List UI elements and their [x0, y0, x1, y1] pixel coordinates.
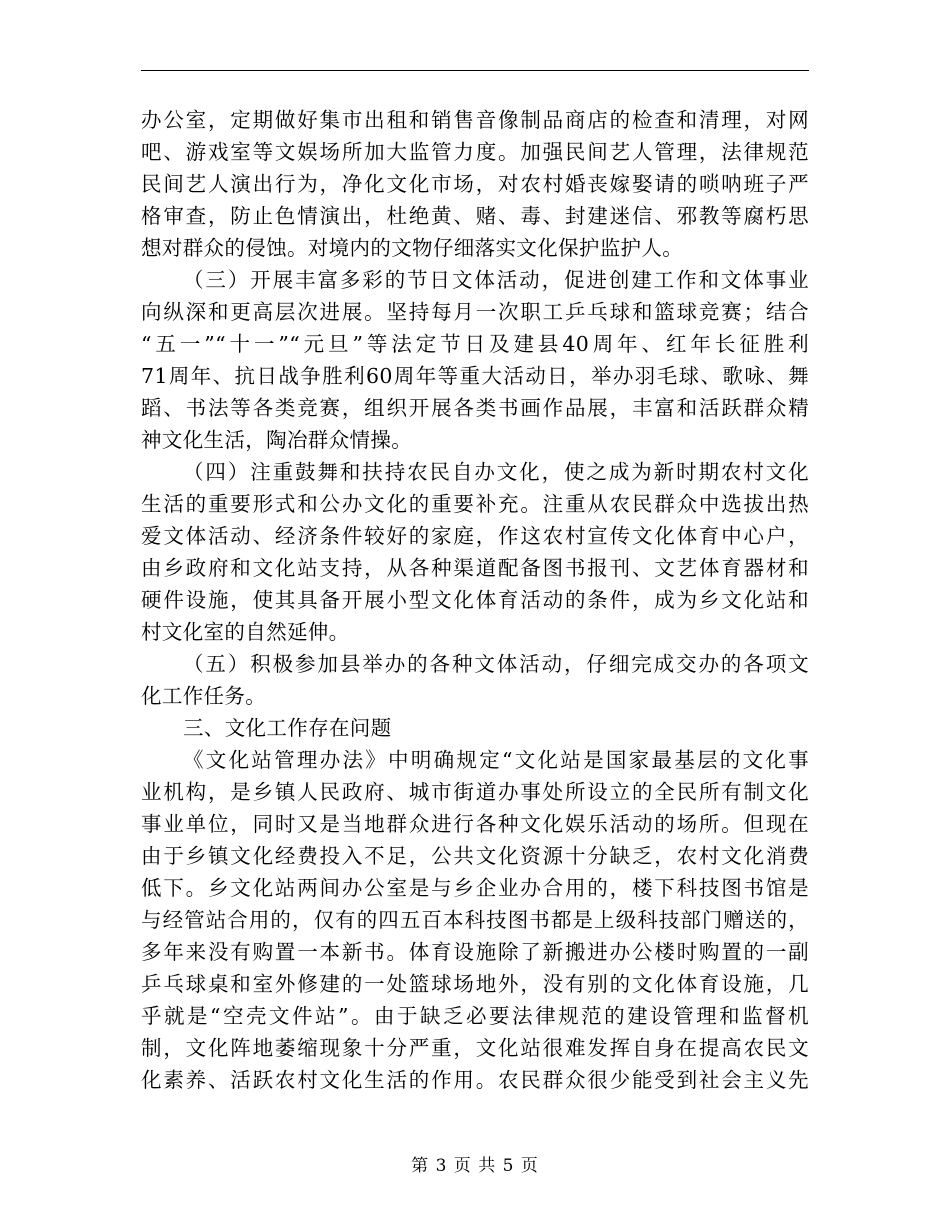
text-line: 生活的重要形式和公办文化的重要补充。注重从农民群众中选拔出热 — [141, 492, 809, 516]
text-line: 制，文化阵地萎缩现象十分严重，文化站很难发挥自身在提高农民文 — [141, 1036, 809, 1060]
header-rule — [141, 70, 809, 71]
text-line: 业机构，是乡镇人民政府、城市街道办事处所设立的全民所有制文化 — [141, 780, 809, 804]
text-line: （五）积极参加县举办的各种文体活动，仔细完成交办的各项文 — [183, 652, 809, 676]
text-line: “五一”“十一”“元旦”等法定节日及建县40周年、红年长征胜利 — [141, 332, 809, 356]
text-line: 蹈、书法等各类竞赛，组织开展各类书画作品展，丰富和活跃群众精 — [141, 396, 809, 420]
text-line: 《文化站管理办法》中明确规定“文化站是国家最基层的文化事 — [183, 748, 809, 772]
text-line: 村文化室的自然延伸。 — [141, 620, 350, 644]
text-line: 办公室，定期做好集市出租和销售音像制品商店的检查和清理，对网 — [141, 108, 809, 132]
text-line: 多年来没有购置一本新书。体育设施除了新搬进办公楼时购置的一副 — [141, 940, 809, 964]
text-line: 71周年、抗日战争胜利60周年等重大活动日，举办羽毛球、歌咏、舞 — [141, 364, 809, 388]
text-line: 硬件设施，使其具备开展小型文化体育活动的条件，成为乡文化站和 — [141, 588, 809, 612]
page-footer: 第 3 页 共 5 页 — [411, 1156, 539, 1176]
text-line: 由乡政府和文化站支持，从各种渠道配备图书报刊、文艺体育器材和 — [141, 556, 809, 580]
text-line: 民间艺人演出行为，净化文化市场，对农村婚丧嫁娶请的唢呐班子严 — [141, 172, 809, 196]
text-line: 吧、游戏室等文娱场所加大监管力度。加强民间艺人管理，法律规范 — [141, 140, 809, 164]
text-line: （三）开展丰富多彩的节日文体活动，促进创建工作和文体事业 — [183, 268, 809, 292]
text-line: 想对群众的侵蚀。对境内的文物仔细落实文化保护监护人。 — [141, 236, 684, 260]
text-line: 化素养、活跃农村文化生活的作用。农民群众很少能受到社会主义先 — [141, 1068, 809, 1092]
text-line: 低下。乡文化站两间办公室是与乡企业办合用的，楼下科技图书馆是 — [141, 876, 809, 900]
text-line: 神文化生活，陶冶群众情操。 — [141, 428, 413, 452]
document-body — [141, 104, 809, 1096]
text-line: 向纵深和更高层次进展。坚持每月一次职工乒乓球和篮球竞赛；结合 — [141, 300, 809, 324]
text-line: 乒乓球桌和室外修建的一处篮球场地外，没有别的文化体育设施，几 — [141, 972, 809, 996]
text-line: 三、文化工作存在问题 — [183, 716, 392, 740]
text-line: 化工作任务。 — [141, 684, 267, 708]
text-line: 由于乡镇文化经费投入不足，公共文化资源十分缺乏，农村文化消费 — [141, 844, 809, 868]
text-line: 格审查，防止色情演出，杜绝黄、赌、毒、封建迷信、邪教等腐朽思 — [141, 204, 809, 228]
text-line: 乎就是“空壳文件站”。由于缺乏必要法律规范的建设管理和监督机 — [141, 1004, 809, 1028]
text-line: 与经管站合用的，仅有的四五百本科技图书都是上级科技部门赠送的， — [141, 908, 809, 932]
text-line: 爱文体活动、经济条件较好的家庭，作这农村宣传文化体育中心户， — [141, 524, 809, 548]
text-line: （四）注重鼓舞和扶持农民自办文化，使之成为新时期农村文化 — [183, 460, 809, 484]
text-line: 事业单位，同时又是当地群众进行各种文化娱乐活动的场所。但现在 — [141, 812, 809, 836]
